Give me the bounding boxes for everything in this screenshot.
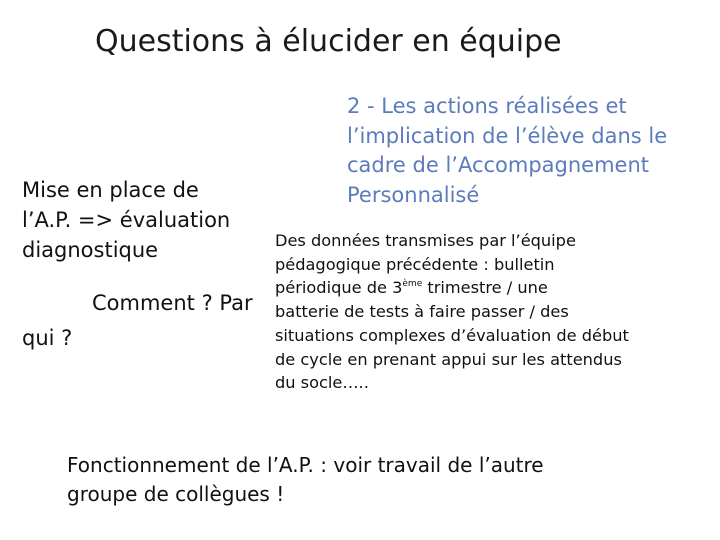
item-2-heading: 2 - Les actions réalisées et l’implication de l’élève dans le cadre de l’Accompagnement Personnalisé xyxy=(347,94,668,207)
left-question-text: Mise en place de l’A.P. => évaluation diagnostique xyxy=(22,178,231,262)
ordinal-superscript: ème xyxy=(402,279,423,290)
answer-paragraph xyxy=(275,229,695,395)
comment-question-text: Comment ? Par xyxy=(92,291,253,315)
qui-question-text: qui ? xyxy=(22,326,73,350)
page-title: Questions à élucider en équipe xyxy=(95,24,562,59)
footer-note: Fonctionnement de l’A.P. : voir travail de l’autre groupe de collègues ! xyxy=(67,453,544,506)
answer-text-part1: Des données transmises par l’équipe pédagogique précédente : bulletin périodique de 3 xyxy=(275,231,576,298)
answer-text-part2: trimestre / une batterie de tests à faire passer / des situations complexes d’évaluation de début de cycle en prenant appui sur les attendus du socle….. xyxy=(275,278,629,393)
